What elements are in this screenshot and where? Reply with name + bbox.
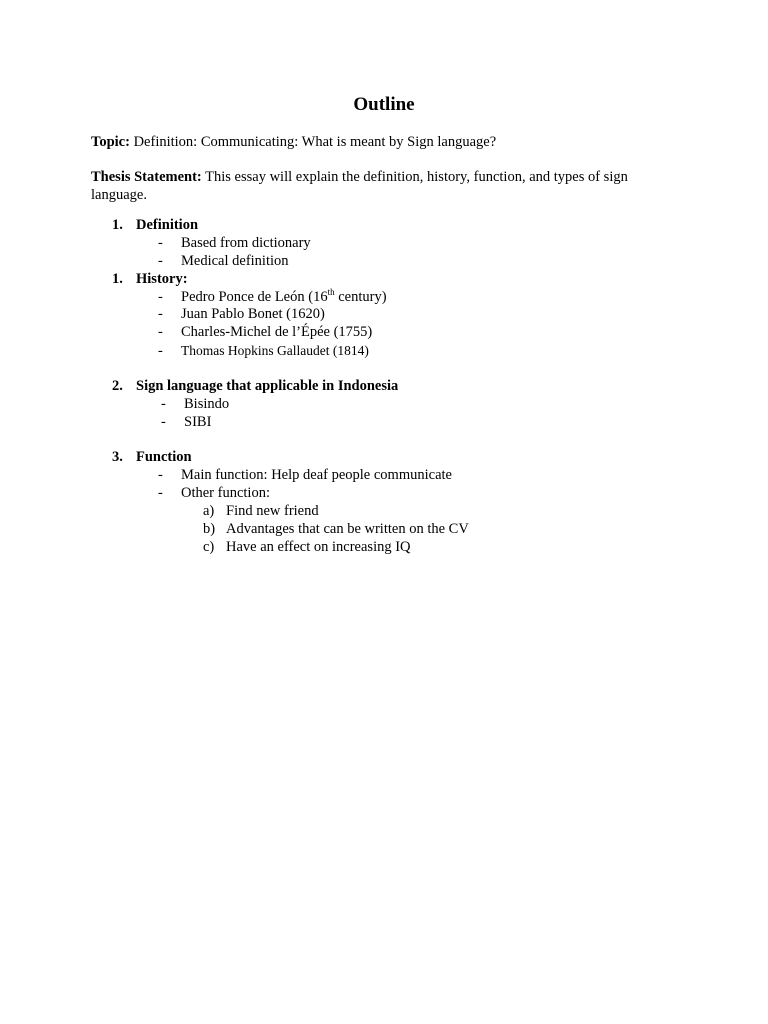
section-number: 1.	[112, 271, 123, 287]
section-number: 1.	[112, 217, 123, 233]
topic-paragraph	[91, 133, 671, 151]
sub-list-marker: c)	[203, 539, 215, 555]
bullet-dash: -	[158, 289, 163, 305]
sub-list-item-text: Have an effect on increasing IQ	[226, 539, 411, 555]
page-title: Outline	[353, 94, 415, 115]
list-item-text: Medical definition	[181, 253, 289, 269]
thesis-paragraph	[91, 168, 671, 204]
bullet-dash: -	[161, 396, 166, 412]
list-item-text: Thomas Hopkins Gallaudet (1814)	[181, 343, 369, 358]
list-item-text-part: century)	[334, 289, 387, 305]
sub-list-marker: a)	[203, 503, 215, 519]
sub-list-marker: b)	[203, 521, 216, 537]
section-number: 3.	[112, 449, 123, 465]
list-item-text: Other function:	[181, 485, 270, 501]
list-item-text: Main function: Help deaf people communicate	[181, 467, 452, 483]
list-item-text-part: Pedro Ponce de León (16	[181, 289, 328, 305]
thesis-text: This essay will explain the definition, history, function, and types of sign language.	[91, 169, 628, 203]
bullet-dash: -	[158, 253, 163, 269]
bullet-dash: -	[158, 485, 163, 501]
topic-text: Definition: Communicating: What is meant by Sign language?	[133, 134, 497, 150]
bullet-dash: -	[158, 467, 163, 483]
list-item-text: SIBI	[184, 414, 212, 430]
list-item-text: Bisindo	[184, 396, 230, 412]
thesis-label: Thesis Statement:	[91, 169, 202, 185]
ordinal-superscript: th	[327, 287, 335, 297]
section-heading: Function	[136, 449, 192, 465]
bullet-dash: -	[158, 306, 163, 322]
list-item-text: Juan Pablo Bonet (1620)	[181, 306, 325, 322]
section-heading: Sign language that applicable in Indonesia	[136, 378, 399, 394]
sub-list-item-text: Find new friend	[226, 503, 319, 519]
bullet-dash: -	[161, 414, 166, 430]
section-heading: History:	[136, 271, 188, 287]
list-item-text	[181, 288, 387, 306]
section-heading: Definition	[136, 217, 199, 233]
list-item-text: Charles-Michel de l’Épée (1755)	[181, 324, 373, 340]
bullet-dash: -	[158, 343, 163, 359]
bullet-dash: -	[158, 235, 163, 251]
topic-label: Topic:	[91, 134, 130, 150]
list-item-text: Based from dictionary	[181, 235, 311, 251]
sub-list-item-text: Advantages that can be written on the CV	[226, 521, 469, 537]
bullet-dash: -	[158, 324, 163, 340]
section-number: 2.	[112, 378, 123, 394]
